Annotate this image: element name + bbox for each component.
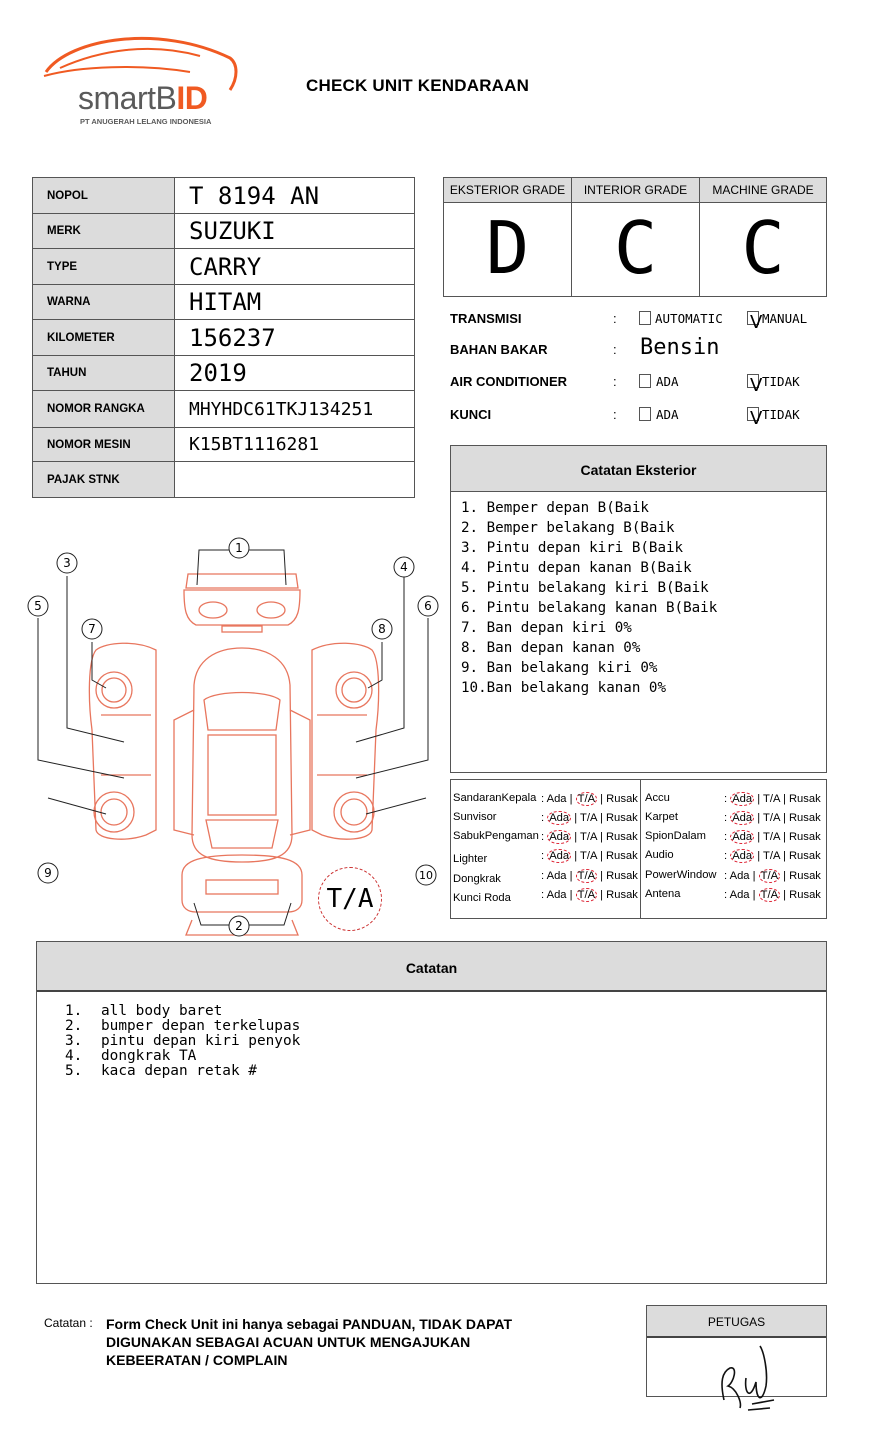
note-text: pintu depan kiri penyok [101,1033,301,1049]
marker-1 [229,538,249,558]
page-title: CHECK UNIT KENDARAAN [306,76,530,95]
colon: : [541,793,545,805]
manual-label: MANUAL [762,311,808,326]
vehicle-row [33,462,415,498]
manual-checkmark-icon: V [750,312,763,333]
vehicle-field-value: 156237 [175,320,415,356]
exterior-notes-title: Catatan Eksterior [451,446,826,492]
checklist-options [724,849,821,863]
ac-checkmark-icon: V [750,375,763,396]
notes-title: Catatan [37,942,826,992]
checklist-option-ta[interactable]: T/A [580,812,597,824]
car-outline-icon [26,530,446,940]
vehicle-field-label: WARNA [33,285,175,320]
note-item [65,1034,826,1049]
kunci-tidak-label: TIDAK [762,407,800,422]
checklist-option-ada[interactable]: Ada [549,850,570,862]
checklist-options [541,869,638,883]
checklist-option-ada[interactable]: Ada [732,793,753,805]
notes-panel [36,941,827,1284]
vehicle-field-label: TAHUN [33,356,175,391]
checklist-item-name: Sunvisor [453,811,497,823]
car-damage-diagram [26,530,446,940]
checklist-option-ta[interactable]: T/A [577,793,596,805]
automatic-label: AUTOMATIC [655,311,723,326]
checklist-option-rusak[interactable]: Rusak [605,850,638,862]
separator: | [569,889,573,901]
vehicle-info-table [32,177,415,498]
separator: | [757,812,761,824]
note-text: kaca depan retak # [101,1063,257,1079]
logo-wordmark [78,80,207,117]
kunci-checkmark-icon: V [750,408,763,429]
separator: | [600,870,604,882]
svg-text:10: 10 [419,869,433,882]
ac-ada-checkbox[interactable] [639,374,651,388]
vehicle-row [33,428,415,462]
marker-4 [394,557,414,577]
checklist-option-ta[interactable]: T/A [760,889,779,901]
vehicle-field-label: TYPE [33,249,175,285]
marker-5 [28,596,48,616]
colon: : [724,870,728,882]
checklist-options [724,830,821,844]
signature-icon [712,1342,782,1414]
separator: | [783,889,787,901]
checklist-option-ta[interactable]: T/A [577,870,596,882]
separator: | [574,812,578,824]
checklist-option-ada[interactable]: Ada [546,870,567,882]
vehicle-field-label: NOMOR MESIN [33,428,175,462]
marker-2 [229,916,249,936]
grade-value: C [613,206,658,290]
checklist-options [724,811,821,825]
grade-label: MACHINE GRADE [700,178,826,203]
separator: | [752,870,756,882]
svg-text:4: 4 [400,560,408,574]
ac-tidak-label: TIDAK [762,374,800,389]
exterior-note-item: 1. Bemper depan B(Baik [461,500,649,516]
vehicle-field-value: CARRY [175,249,415,285]
checklist-item-name: Audio [645,849,674,861]
exterior-note-item: 9. Ban belakang kiri 0% [461,660,658,676]
checklist-option-ada[interactable]: Ada [729,870,750,882]
checklist-option-ada[interactable]: Ada [732,812,753,824]
checklist-option-ada[interactable]: Ada [546,793,567,805]
exterior-notes-panel [450,445,827,773]
checklist-option-ta[interactable]: T/A [763,850,780,862]
marker-9 [38,863,58,883]
checklist-option-rusak[interactable]: Rusak [788,850,821,862]
transmisi-label: TRANSMISI [450,311,522,326]
footer-label: Catatan : [44,1316,93,1330]
kunci-ada-checkbox[interactable] [639,407,651,421]
colon: : [541,870,545,882]
checklist-options [541,849,638,863]
vehicle-field-value: 2019 [175,356,415,391]
exterior-note-item: 8. Ban depan kanan 0% [461,640,641,656]
checklist-item-name: PowerWindow [645,869,717,881]
grade-label: INTERIOR GRADE [572,178,699,203]
colon: : [724,812,728,824]
checklist-option-ada[interactable]: Ada [549,831,570,843]
vehicle-row [33,356,415,391]
exterior-note-item: 7. Ban depan kiri 0% [461,620,632,636]
notes-list [37,992,826,1079]
svg-text:9: 9 [44,866,52,880]
separator: | [782,812,786,824]
note-number: 3. [65,1033,83,1049]
footer-disclaimer: Form Check Unit ini hanya sebagai PANDUAN, TIDAK DAPAT DIGUNAKAN SEBAGAI ACUAN UNTUK MENGAJUKAN KEBEERATAN / COMPLAIN [106,1316,513,1368]
colon: : [613,311,617,326]
svg-text:3: 3 [63,556,71,570]
checklist-options [724,792,821,806]
svg-text:2: 2 [235,919,243,933]
logo-text-gray: smartB [78,80,177,116]
vehicle-row [33,391,415,428]
colon: : [541,812,545,824]
exterior-note-item: 5. Pintu belakang kiri B(Baik [461,580,709,596]
marker-8 [372,619,392,639]
checklist-option-ta[interactable]: T/A [580,831,597,843]
note-number: 5. [65,1063,83,1079]
checklist-option-ta[interactable]: T/A [760,870,779,882]
checklist-option-rusak[interactable]: Rusak [789,889,821,901]
company-logo [40,28,245,128]
separator: | [757,850,761,862]
ac-label: AIR CONDITIONER [450,374,567,389]
marker-6 [418,596,438,616]
note-text: all body baret [101,1003,223,1019]
colon: : [724,793,728,805]
vehicle-row [33,214,415,249]
checklist-option-ta[interactable]: T/A [580,850,597,862]
checklist-option-rusak[interactable]: Rusak [788,812,821,824]
svg-text:7: 7 [88,622,96,636]
checklist-options [724,869,821,883]
marker-3 [57,553,77,573]
colon: : [541,850,545,862]
separator: | [599,831,603,843]
checklist-option-rusak[interactable]: Rusak [788,793,821,805]
grade-exterior [444,178,572,296]
checklist-item-name: SabukPengaman [453,830,539,842]
checklist-option-ta[interactable]: T/A [763,793,780,805]
colon: : [724,850,728,862]
checklist-option-ada[interactable]: Ada [549,812,570,824]
separator: | [752,889,756,901]
note-number: 4. [65,1048,83,1064]
separator: | [574,831,578,843]
checklist-options [541,888,638,902]
colon: : [724,889,728,901]
separator: | [574,850,578,862]
colon: : [613,342,617,357]
colon: : [613,374,617,389]
bahan-bakar-value: Bensin [640,335,720,360]
colon: : [541,889,545,901]
checklist-option-rusak[interactable]: Rusak [606,870,638,882]
note-number: 1. [65,1003,83,1019]
checklist-option-rusak[interactable]: Rusak [788,831,821,843]
note-item [65,1064,826,1079]
kunci-ada-label: ADA [656,407,679,422]
separator: | [599,850,603,862]
vehicle-field-value: T 8194 AN [175,178,415,214]
svg-text:5: 5 [34,599,42,613]
vehicle-field-value: K15BT1116281 [175,428,415,462]
note-item [65,1004,826,1019]
vehicle-field-value: SUZUKI [175,214,415,249]
separator: | [782,850,786,862]
exterior-note-item: 4. Pintu depan kanan B(Baik [461,560,692,576]
checklist-option-rusak[interactable]: Rusak [605,812,638,824]
note-item [65,1049,826,1064]
vehicle-row [33,285,415,320]
colon: : [724,831,728,843]
separator: | [783,870,787,882]
checklist-option-rusak[interactable]: Rusak [789,870,821,882]
separator: | [569,870,573,882]
vehicle-row [33,249,415,285]
separator: | [757,831,761,843]
checklist-option-ada[interactable]: Ada [729,889,750,901]
logo-subtitle: PT ANUGERAH LELANG INDONESIA [80,117,212,126]
marker-7 [82,619,102,639]
checklist-divider [640,780,641,918]
grade-value: C [741,206,785,290]
vehicle-row [33,320,415,356]
marker-10 [416,865,436,885]
checklist-option-ada[interactable]: Ada [546,889,567,901]
checklist-options [724,888,821,902]
vehicle-field-label: KILOMETER [33,320,175,356]
ta-stamp: T/A [318,867,382,931]
grade-label: EKSTERIOR GRADE [444,178,571,203]
checklist-item-name: Karpet [645,811,678,823]
exterior-note-item: 6. Pintu belakang kanan B(Baik [461,600,718,616]
vehicle-field-label: PAJAK STNK [33,462,175,498]
checklist-item-name: SandaranKepala [453,792,537,804]
checklist-item-name: Antena [645,888,681,900]
exterior-notes-list [451,492,826,698]
checklist-option-ta[interactable]: T/A [763,812,780,824]
grade-panel [443,177,827,297]
exterior-note-item: 3. Pintu depan kiri B(Baik [461,540,684,556]
note-item [65,1019,826,1034]
checklist-item-name: SpionDalam [645,830,706,842]
separator: | [600,889,604,901]
colon: : [541,831,545,843]
exterior-note-item: 10.Ban belakang kanan 0% [461,680,666,696]
bahan-bakar-label: BAHAN BAKAR [450,342,548,357]
separator: | [782,831,786,843]
checklist-options [541,792,638,806]
vehicle-field-label: NOPOL [33,178,175,214]
vehicle-field-label: MERK [33,214,175,249]
checklist-option-ada[interactable]: Ada [732,850,753,862]
vehicle-field-label: NOMOR RANGKA [33,391,175,428]
svg-text:1: 1 [235,541,243,555]
grade-value: D [485,206,530,290]
checklist-option-ada[interactable]: Ada [732,831,753,843]
checklist-option-rusak[interactable]: Rusak [606,793,638,805]
checklist-option-ta[interactable]: T/A [763,831,780,843]
separator: | [569,793,573,805]
note-text: bumper depan terkelupas [101,1018,301,1034]
logo-text-orange: ID [176,80,208,116]
vehicle-field-value: MHYHDC61TKJ134251 [175,391,415,428]
grade-interior [572,178,700,296]
exterior-note-item: 2. Bemper belakang B(Baik [461,520,675,536]
checklist-options [541,830,638,844]
checklist-item-name: Kunci Roda [453,892,511,904]
checklist-item-name: Dongkrak [453,873,501,885]
vehicle-field-value [175,462,415,498]
note-text: dongkrak TA [101,1048,197,1064]
note-number: 2. [65,1018,83,1034]
vehicle-field-value: HITAM [175,285,415,320]
separator: | [599,812,603,824]
kunci-label: KUNCI [450,407,492,422]
logo-text [78,80,207,116]
separator: | [600,793,604,805]
svg-text:6: 6 [424,599,432,613]
checklist-option-ta[interactable]: T/A [577,889,596,901]
checklist-option-rusak[interactable]: Rusak [605,831,638,843]
checklist-item-name: Accu [645,792,670,804]
grade-machine [700,178,826,296]
ac-ada-label: ADA [656,374,679,389]
separator: | [757,793,761,805]
svg-text:8: 8 [378,622,386,636]
separator: | [782,793,786,805]
checklist-options [541,811,638,825]
petugas-title: PETUGAS [647,1306,826,1338]
checklist-option-rusak[interactable]: Rusak [606,889,638,901]
vehicle-row [33,178,415,214]
checklist-item-name: Lighter [453,853,488,865]
automatic-checkbox[interactable] [639,311,651,325]
colon: : [613,407,617,422]
